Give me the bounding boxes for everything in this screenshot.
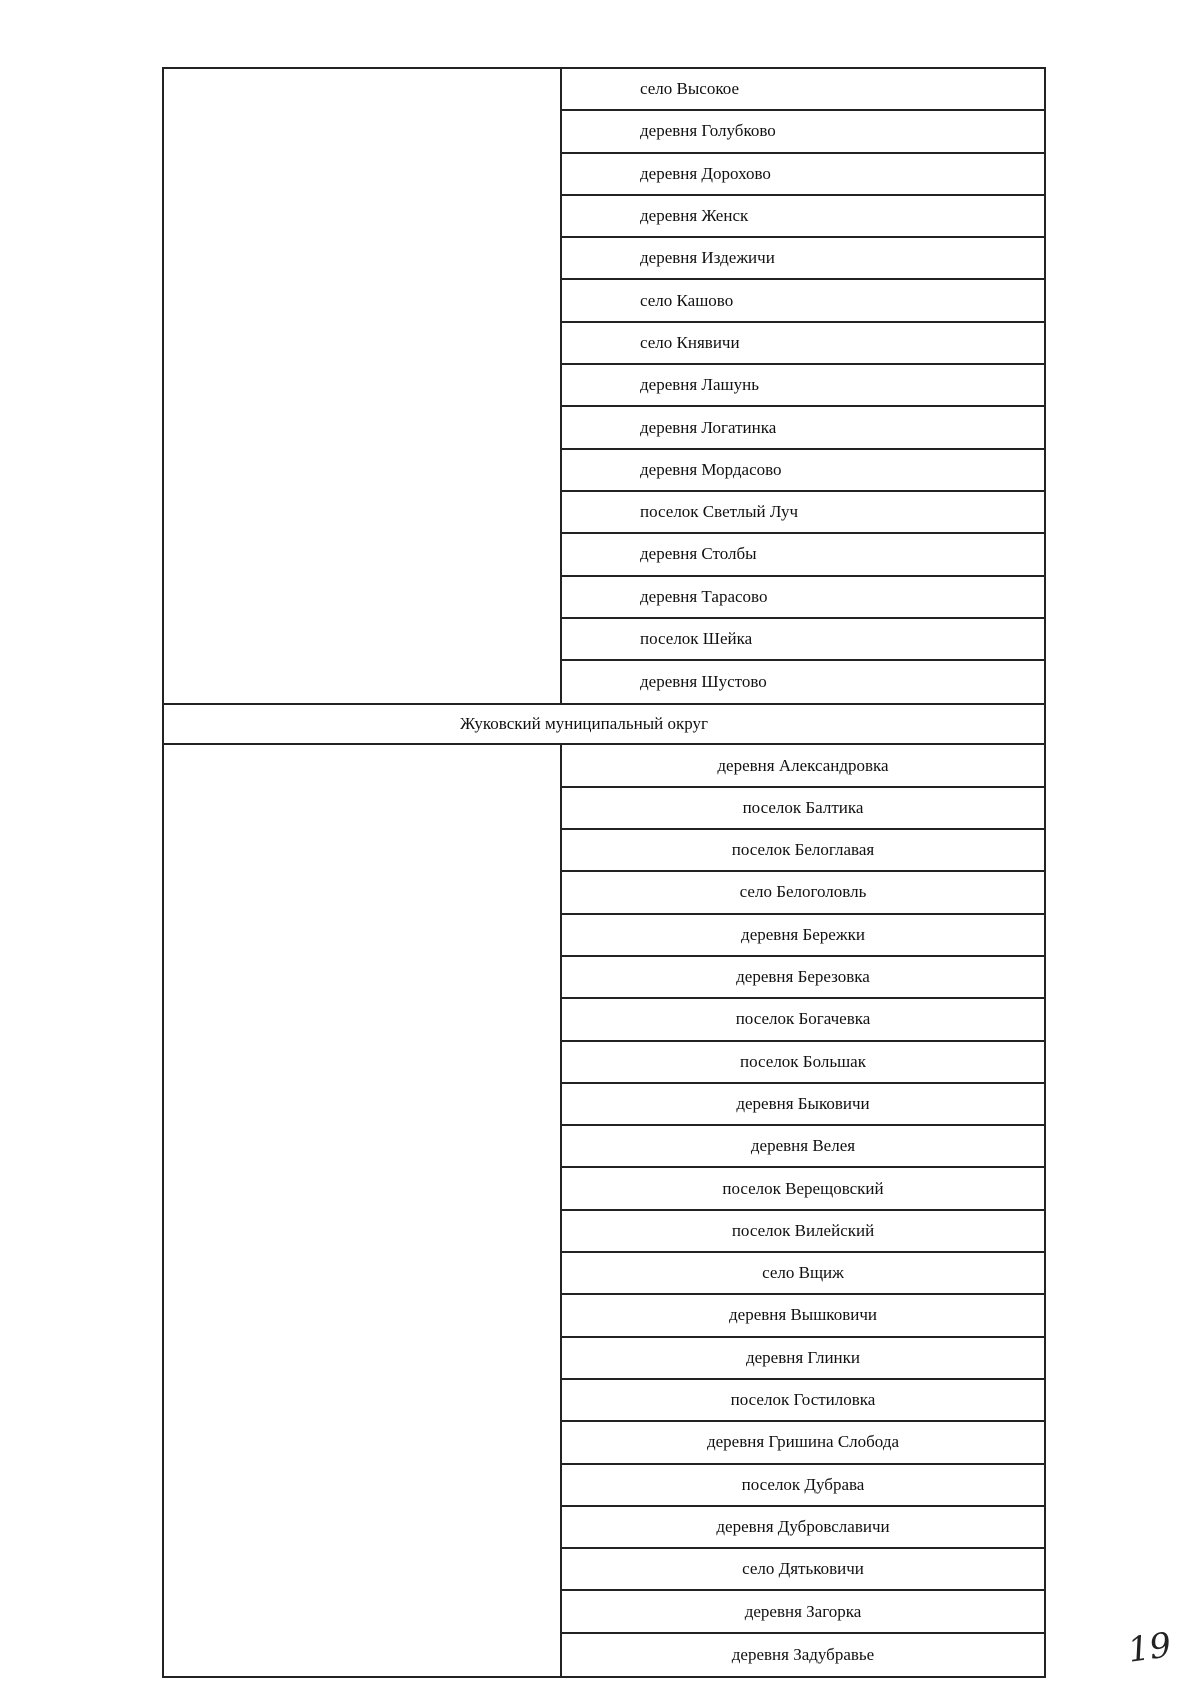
settlement-name: деревня Логатинка — [640, 417, 777, 437]
settlement-name: деревня Александровка — [717, 755, 889, 775]
table-row — [562, 999, 1044, 1041]
table-row — [562, 1211, 1044, 1253]
settlement-name: деревня Дубровславичи — [716, 1516, 890, 1536]
table-row — [562, 1295, 1044, 1337]
settlement-name: деревня Лашунь — [640, 375, 759, 395]
settlement-list-lower — [562, 745, 1044, 1676]
settlement-name: деревня Голубково — [640, 121, 776, 141]
settlement-name: деревня Березовка — [736, 967, 870, 987]
settlement-name: поселок Большак — [740, 1051, 866, 1071]
settlement-name: деревня Глинки — [745, 1347, 861, 1367]
settlement-name: поселок Шейка — [640, 629, 753, 648]
table-row — [562, 788, 1044, 830]
table-row — [562, 450, 1044, 492]
table-row — [562, 1338, 1044, 1380]
settlement-name: село Высокое — [640, 79, 739, 99]
settlement-name: село Белоголовль — [739, 882, 867, 902]
district-title: Жуковский муниципальный округ — [459, 714, 709, 734]
district-header-row — [164, 703, 1044, 745]
settlement-name: село Кашово — [640, 290, 734, 310]
table-row — [562, 577, 1044, 619]
settlement-name: деревня Бережки — [741, 924, 865, 944]
page-number: 19 — [1125, 1625, 1174, 1671]
table-row — [562, 872, 1044, 914]
settlement-name: деревня Быковичи — [736, 1093, 870, 1113]
table-row — [562, 619, 1044, 661]
settlement-name: село Вщиж — [762, 1263, 844, 1283]
table-row — [562, 323, 1044, 365]
settlement-name: деревня Велея — [750, 1136, 856, 1156]
settlement-name: деревня Столбы — [640, 544, 757, 564]
settlement-name: село Княвичи — [640, 332, 740, 352]
settlement-name: деревня Тарасово — [640, 586, 768, 606]
table-row — [562, 407, 1044, 449]
table-row — [562, 365, 1044, 407]
table-row — [562, 1084, 1044, 1126]
settlement-name: поселок Светлый Луч — [640, 502, 799, 522]
table-row — [562, 661, 1044, 703]
settlement-name: поселок Богачевка — [735, 1009, 871, 1029]
settlement-name: поселок Белоглавая — [731, 840, 875, 860]
table-block-upper — [164, 69, 1044, 703]
table-row — [562, 830, 1044, 872]
settlement-name: деревня Издежичи — [640, 248, 775, 268]
table-row — [562, 1634, 1044, 1676]
table-block-lower — [164, 745, 1044, 1676]
table-row — [562, 534, 1044, 576]
settlement-name: поселок Дубрава — [741, 1474, 865, 1494]
table-row — [562, 280, 1044, 322]
table-row — [562, 957, 1044, 999]
settlement-name: поселок Верещовский — [722, 1178, 884, 1198]
table-row — [562, 1126, 1044, 1168]
table-row — [562, 154, 1044, 196]
settlement-name: поселок Вилейский — [731, 1220, 875, 1240]
empty-district-cell — [164, 69, 562, 703]
empty-district-cell — [164, 745, 562, 1676]
table-row — [562, 196, 1044, 238]
settlement-name: деревня Женск — [640, 206, 749, 226]
table-row — [562, 1380, 1044, 1422]
table-row — [562, 1507, 1044, 1549]
table-row — [562, 1549, 1044, 1591]
table-row — [562, 69, 1044, 111]
settlement-name: поселок Балтика — [742, 797, 864, 817]
settlement-name: поселок Гостиловка — [730, 1390, 876, 1410]
table-row — [562, 238, 1044, 280]
settlement-name: деревня Задубравье — [731, 1644, 875, 1664]
settlements-table — [162, 67, 1046, 1678]
table-row — [562, 1422, 1044, 1464]
settlement-name: деревня Шустово — [640, 672, 767, 692]
table-row — [562, 1591, 1044, 1633]
settlement-name: деревня Мордасово — [640, 459, 782, 479]
settlement-name: деревня Вышковичи — [729, 1305, 877, 1325]
settlement-name: деревня Дорохово — [640, 163, 771, 183]
table-row — [562, 111, 1044, 153]
table-row — [562, 1253, 1044, 1295]
table-row — [562, 1465, 1044, 1507]
table-row — [562, 1042, 1044, 1084]
settlement-name: село Дятьковичи — [742, 1559, 864, 1579]
table-row — [562, 1168, 1044, 1210]
settlement-name: деревня Загорка — [744, 1601, 862, 1621]
table-row — [562, 745, 1044, 787]
table-row — [562, 915, 1044, 957]
settlement-name: деревня Гришина Слобода — [706, 1432, 900, 1452]
table-row — [562, 492, 1044, 534]
settlement-list-upper — [562, 69, 1044, 703]
